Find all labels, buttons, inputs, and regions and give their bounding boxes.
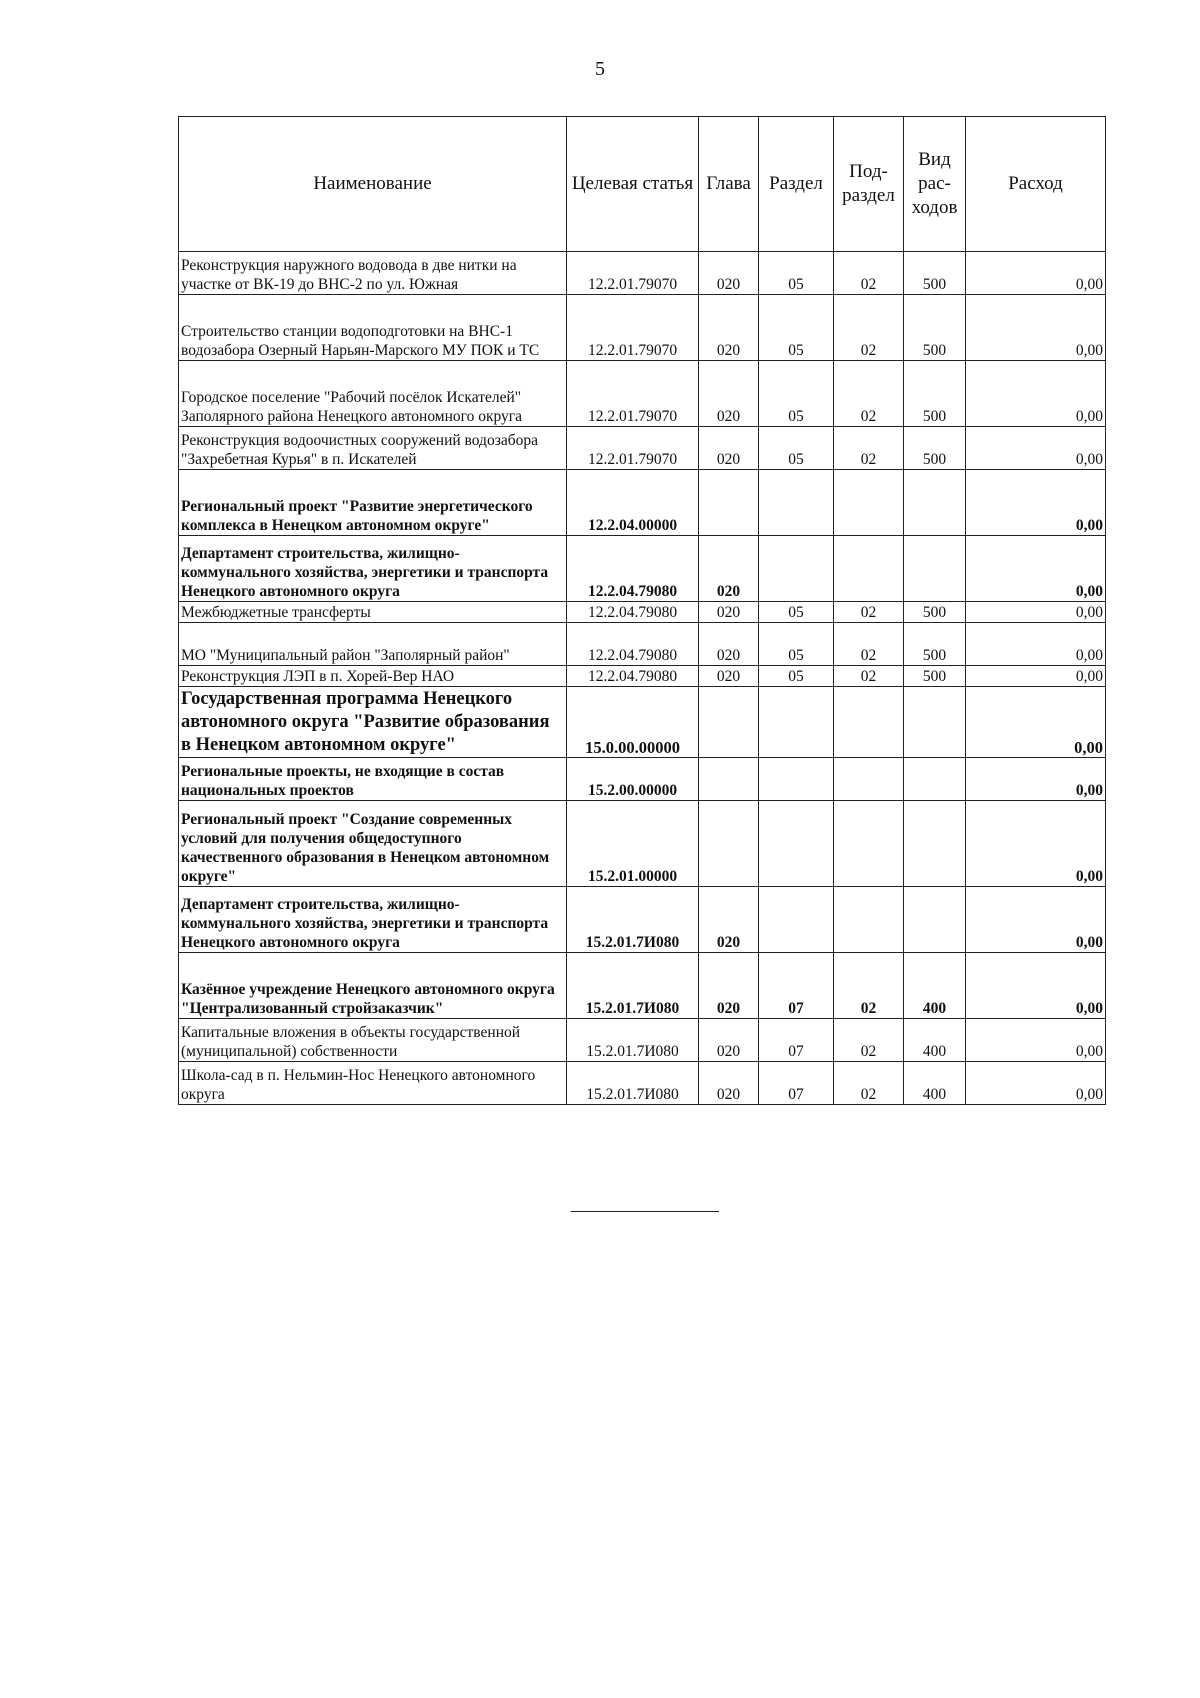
cell-expense-type: [904, 470, 966, 536]
table-row: [179, 801, 1106, 887]
cell-name: Региональный проект "Создание современных условий для получения общедоступного качественного образования в Ненецком автономном округе": [179, 801, 567, 887]
header-section: Раздел: [759, 117, 834, 252]
cell-subsection: 02: [834, 295, 904, 361]
cell-name: Департамент строительства, жилищно-коммунального хозяйства, энергетики и транспорта Ненецкого автономного округа: [179, 536, 567, 602]
cell-expense-type: 400: [904, 1062, 966, 1105]
cell-subsection: 02: [834, 602, 904, 623]
table-row: [179, 623, 1106, 666]
cell-name: Межбюджетные трансферты: [179, 602, 567, 623]
table-row: [179, 1019, 1106, 1062]
cell-amount: 0,00: [966, 1062, 1106, 1105]
table-row: [179, 602, 1106, 623]
cell-chapter: 020: [699, 666, 759, 687]
cell-expense-type: 500: [904, 623, 966, 666]
cell-target-article: 12.2.04.79080: [567, 666, 699, 687]
cell-name: Городское поселение "Рабочий посёлок Искателей" Заполярного района Ненецкого автономного округа: [179, 361, 567, 427]
cell-amount: 0,00: [966, 801, 1106, 887]
table-body: [179, 252, 1106, 1105]
budget-table: [178, 116, 1106, 1105]
cell-expense-type: 400: [904, 1019, 966, 1062]
cell-expense-type: [904, 758, 966, 801]
table-row: [179, 758, 1106, 801]
cell-target-article: 12.2.01.79070: [567, 361, 699, 427]
cell-subsection: [834, 536, 904, 602]
cell-chapter: [699, 801, 759, 887]
cell-section: 05: [759, 602, 834, 623]
cell-target-article: 12.2.04.79080: [567, 623, 699, 666]
table-row: [179, 887, 1106, 953]
cell-subsection: 02: [834, 1019, 904, 1062]
cell-amount: 0,00: [966, 623, 1106, 666]
cell-expense-type: 500: [904, 427, 966, 470]
cell-target-article: 15.0.00.00000: [567, 687, 699, 758]
cell-amount: 0,00: [966, 887, 1106, 953]
cell-subsection: 02: [834, 623, 904, 666]
cell-expense-type: 500: [904, 252, 966, 295]
cell-subsection: [834, 470, 904, 536]
cell-chapter: 020: [699, 361, 759, 427]
cell-target-article: 12.2.04.79080: [567, 602, 699, 623]
cell-expense-type: [904, 801, 966, 887]
cell-chapter: 020: [699, 623, 759, 666]
cell-name: Школа-сад в п. Нельмин-Нос Ненецкого автономного округа: [179, 1062, 567, 1105]
cell-section: [759, 801, 834, 887]
page-number: 5: [595, 58, 605, 80]
cell-name: Департамент строительства, жилищно-коммунального хозяйства, энергетики и транспорта Ненецкого автономного округа: [179, 887, 567, 953]
cell-expense-type: 500: [904, 666, 966, 687]
cell-amount: 0,00: [966, 427, 1106, 470]
table-row: [179, 1062, 1106, 1105]
cell-subsection: 02: [834, 1062, 904, 1105]
cell-target-article: 12.2.04.00000: [567, 470, 699, 536]
cell-chapter: 020: [699, 602, 759, 623]
cell-target-article: 15.2.01.7И080: [567, 953, 699, 1019]
table-row: [179, 470, 1106, 536]
cell-subsection: [834, 801, 904, 887]
cell-chapter: [699, 470, 759, 536]
cell-expense-type: [904, 687, 966, 758]
table-row: [179, 361, 1106, 427]
cell-chapter: 020: [699, 295, 759, 361]
cell-subsection: 02: [834, 953, 904, 1019]
cell-chapter: [699, 687, 759, 758]
cell-chapter: 020: [699, 252, 759, 295]
cell-amount: 0,00: [966, 536, 1106, 602]
cell-section: 05: [759, 623, 834, 666]
table-row: [179, 252, 1106, 295]
cell-subsection: 02: [834, 252, 904, 295]
cell-section: [759, 887, 834, 953]
header-amount: Расход: [966, 117, 1106, 252]
cell-name: Реконструкция наружного водовода в две нитки на участке от ВК-19 до ВНС-2 по ул. Южная: [179, 252, 567, 295]
closing-line: [571, 1211, 719, 1212]
cell-section: [759, 687, 834, 758]
cell-section: 07: [759, 1062, 834, 1105]
cell-target-article: 15.2.01.7И080: [567, 1062, 699, 1105]
cell-amount: 0,00: [966, 666, 1106, 687]
cell-name: Казённое учреждение Ненецкого автономного округа "Централизованный стройзаказчик": [179, 953, 567, 1019]
cell-target-article: 15.2.01.00000: [567, 801, 699, 887]
cell-target-article: 12.2.04.79080: [567, 536, 699, 602]
header-target-article: Целевая статья: [567, 117, 699, 252]
cell-chapter: 020: [699, 536, 759, 602]
cell-expense-type: 400: [904, 953, 966, 1019]
cell-section: 05: [759, 252, 834, 295]
table-header-row: [179, 117, 1106, 252]
cell-name: Региональные проекты, не входящие в состав национальных проектов: [179, 758, 567, 801]
cell-subsection: 02: [834, 361, 904, 427]
cell-target-article: 15.2.00.00000: [567, 758, 699, 801]
cell-section: 07: [759, 1019, 834, 1062]
cell-chapter: 020: [699, 427, 759, 470]
cell-name: Реконструкция водоочистных сооружений водозабора "Захребетная Курья" в п. Искателей: [179, 427, 567, 470]
cell-amount: 0,00: [966, 758, 1106, 801]
cell-name: МО "Муниципальный район "Заполярный район": [179, 623, 567, 666]
cell-section: [759, 536, 834, 602]
table-row: [179, 666, 1106, 687]
table-row: [179, 295, 1106, 361]
table-row: [179, 953, 1106, 1019]
cell-amount: 0,00: [966, 1019, 1106, 1062]
cell-subsection: [834, 887, 904, 953]
cell-target-article: 15.2.01.7И080: [567, 887, 699, 953]
cell-expense-type: [904, 536, 966, 602]
cell-section: 05: [759, 666, 834, 687]
cell-subsection: 02: [834, 666, 904, 687]
cell-amount: 0,00: [966, 361, 1106, 427]
cell-amount: 0,00: [966, 295, 1106, 361]
cell-name: Региональный проект "Развитие энергетического комплекса в Ненецком автономном округе": [179, 470, 567, 536]
cell-name: Реконструкция ЛЭП в п. Хорей-Вер НАО: [179, 666, 567, 687]
cell-chapter: 020: [699, 1019, 759, 1062]
header-expense-type: Вид рас-ходов: [904, 117, 966, 252]
cell-chapter: 020: [699, 953, 759, 1019]
cell-section: 05: [759, 295, 834, 361]
table-row: [179, 427, 1106, 470]
cell-expense-type: [904, 887, 966, 953]
cell-amount: 0,00: [966, 687, 1106, 758]
header-name: Наименование: [179, 117, 567, 252]
cell-section: [759, 470, 834, 536]
cell-section: 05: [759, 361, 834, 427]
cell-subsection: [834, 758, 904, 801]
cell-target-article: 15.2.01.7И080: [567, 1019, 699, 1062]
cell-amount: 0,00: [966, 953, 1106, 1019]
table-row: [179, 536, 1106, 602]
cell-name: Государственная программа Ненецкого автономного округа "Развитие образования в Ненецком автономном округе": [179, 687, 567, 758]
cell-subsection: [834, 687, 904, 758]
cell-target-article: 12.2.01.79070: [567, 295, 699, 361]
cell-chapter: 020: [699, 1062, 759, 1105]
cell-amount: 0,00: [966, 602, 1106, 623]
cell-section: [759, 758, 834, 801]
cell-name: Строительство станции водоподготовки на ВНС-1 водозабора Озерный Нарьян-Марского МУ ПОК и ТС: [179, 295, 567, 361]
cell-subsection: 02: [834, 427, 904, 470]
cell-expense-type: 500: [904, 295, 966, 361]
cell-expense-type: 500: [904, 361, 966, 427]
cell-amount: 0,00: [966, 470, 1106, 536]
cell-name: Капитальные вложения в объекты государственной (муниципальной) собственности: [179, 1019, 567, 1062]
cell-amount: 0,00: [966, 252, 1106, 295]
cell-target-article: 12.2.01.79070: [567, 427, 699, 470]
cell-expense-type: 500: [904, 602, 966, 623]
header-subsection: Под-раздел: [834, 117, 904, 252]
header-chapter: Глава: [699, 117, 759, 252]
cell-section: 07: [759, 953, 834, 1019]
table-row: [179, 687, 1106, 758]
cell-chapter: [699, 758, 759, 801]
cell-chapter: 020: [699, 887, 759, 953]
cell-target-article: 12.2.01.79070: [567, 252, 699, 295]
cell-section: 05: [759, 427, 834, 470]
